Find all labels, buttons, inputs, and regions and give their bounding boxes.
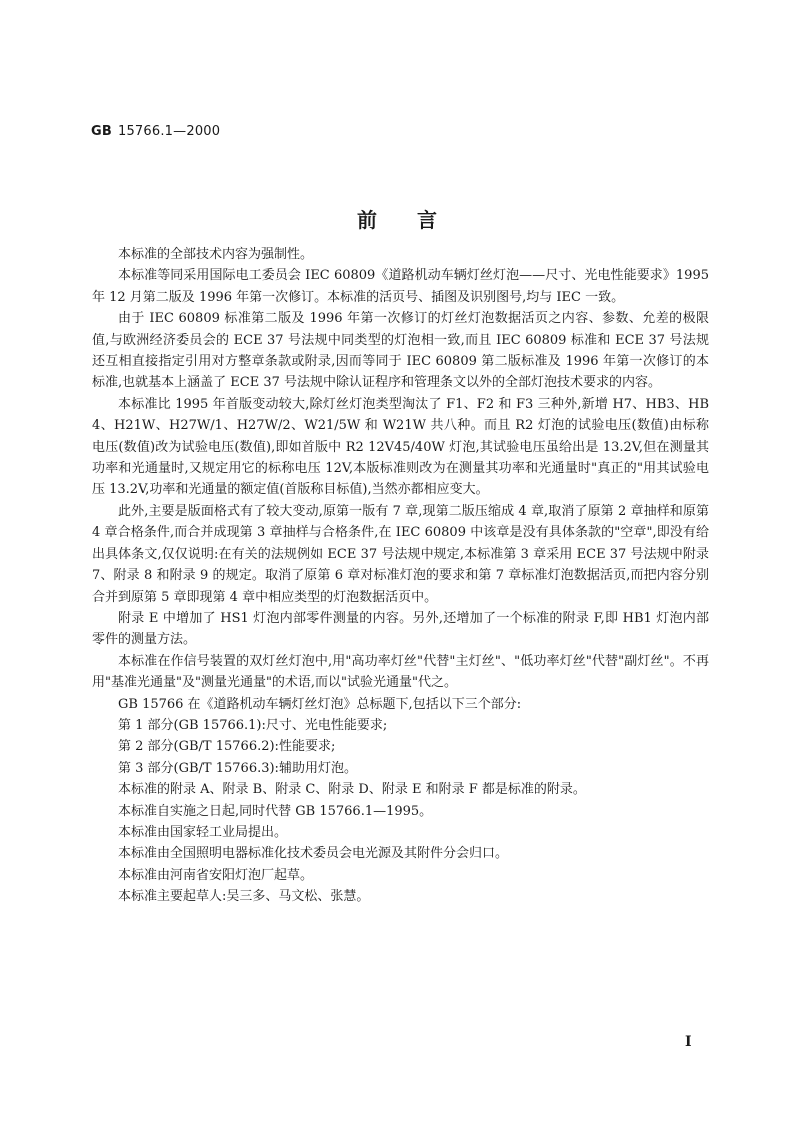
foreword-body (92, 244, 709, 908)
paragraph: 本标准的全部技术内容为强制性。 (118, 247, 314, 262)
page-number: I (685, 1034, 692, 1050)
paragraph: 本标准的附录 A、附录 B、附录 C、附录 D、附录 E 和附录 F 都是标准的附录。 (118, 782, 586, 798)
paragraph: 附录 E 中增加了 HS1 灯泡内部零件测量的内容。另外,还增加了一个标准的附录 F,即 HB1 灯泡内部零件的测量方法。 (92, 610, 709, 648)
standard-prefix: GB (91, 124, 112, 139)
paragraph: 由于 IEC 60809 标准第二版及 1996 年第一次修订的灯丝灯泡数据活页之内容、参数、允差的极限值,与欧洲经济委员会的 ECE 37 号法规中同类型的灯泡相一致,而且 IEC 60809 标准和 ECE 37 号法规还互相直接指定引用对方整章条款或附录,因而等同于 IEC 60809 第二版标准及 1996 年第一次修订的本标准,也就基本上涵盖了 ECE 37 号法规中除认证程序和管理条文以外的全部灯泡技术要求的内容。 (92, 311, 709, 391)
paragraph: 本标准等同采用国际电工委员会 IEC 60809《道路机动车辆灯丝灯泡——尺寸、光电性能要求》1995 年 12 月第二版及 1996 年第一次修订。本标准的活页号、插图及识别图号,均与 IEC 一致。 (92, 268, 709, 305)
paragraph: 本标准比 1995 年首版变动较大,除灯丝灯泡类型淘汰了 F1、F2 和 F3 三种外,新增 H7、HB3、HB4、H21W、H27W/1、H27W/2、W21/5W 和 W21W 共八种。而且 R2 灯泡的试验电压(数值)由标称电压(数值)改为试验电压(数值),即如首版中 R2 12V45/40W 灯泡,其试验电压虽给出是 13.2V,但在测量其功率和光通量时,又规定用它的标称电压 12V,本版标准则改为在测量其功率和光通量时"真正的"用其试验电压 13.2V,功率和光通量的额定值(首版称目标值),当然亦都相应变大。 (92, 396, 709, 498)
standard-number: 15766.1—2000 (117, 124, 221, 139)
page-title: 前言 (357, 208, 477, 232)
paragraph: 本标准主要起草人:吴三多、马文松、张慧。 (118, 889, 370, 905)
paragraph: 本标准自实施之日起,同时代替 GB 15766.1—1995。 (118, 803, 433, 819)
standard-code (91, 124, 220, 139)
paragraph: 本标准由全国照明电器标准化技术委员会电光源及其附件分会归口。 (118, 846, 509, 862)
paragraph: 本标准由国家轻工业局提出。 (118, 824, 288, 840)
paragraph: 本标准由河南省安阳灯泡厂起草。 (118, 867, 314, 883)
paragraph: 本标准在作信号装置的双灯丝灯泡中,用"高功率灯丝"代替"主灯丝"、"低功率灯丝"代替"副灯丝"。不再用"基准光通量"及"测量光通量"的术语,而以"试验光通量"代之。 (92, 653, 709, 691)
paragraph: 此外,主要是版面格式有了较大变动,原第一版有 7 章,现第二版压缩成 4 章,取消了原第 2 章抽样和原第 4 章合格条件,而合并成现第 3 章抽样与合格条件,在 IEC 60809 中该章是没有具体条款的"空章",即没有给出具体条文,仅仅说明:在有关的法规例如 ECE 37 号法规中规定,本标准第 3 章采用 ECE 37 号法规中附录 7、附录 8 和附录 9 的规定。取消了原第 6 章对标准灯泡的要求和第 7 章标准灯泡数据活页,而把内容分别合并到原第 5 章即现第 4 章中相应类型的灯泡数据活页中。 (92, 503, 709, 605)
paragraph: GB 15766 在《道路机动车辆灯丝灯泡》总标题下,包括以下三个部分: (118, 696, 522, 712)
paragraph: 第 1 部分(GB 15766.1):尺寸、光电性能要求; (118, 717, 388, 733)
paragraph: 第 3 部分(GB/T 15766.3):辅助用灯泡。 (118, 760, 357, 776)
paragraph: 第 2 部分(GB/T 15766.2):性能要求; (118, 739, 336, 755)
